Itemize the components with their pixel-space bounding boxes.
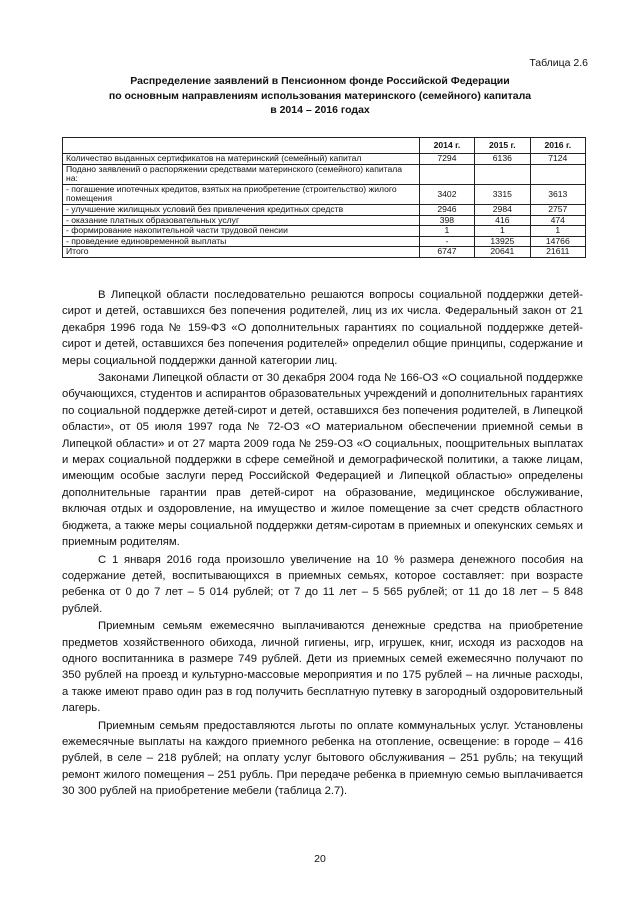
- table-cell: 2984: [475, 204, 530, 215]
- table-cell: 474: [530, 215, 585, 226]
- table-row: [63, 154, 586, 165]
- table-row: [63, 226, 586, 237]
- header-cell: 2016 г.: [530, 138, 585, 154]
- title-line-2: по основным направлениям использования материнского (семейного) капитала: [108, 89, 532, 102]
- paragraph: С 1 января 2016 года произошло увеличение на 10 % размера денежного пособия на содержание детей, воспитывающихся в приемных семьях, которое составляет: при возрасте ребенка от 0 до 7 лет – 5 014 рублей; от 7 до 11 лет – 5 565 рублей; от 11 до 18 лет – 5 848 рублей.: [62, 553, 583, 615]
- body-text: [62, 287, 583, 801]
- table-cell: 3315: [475, 184, 530, 204]
- table-cell: -: [419, 236, 474, 247]
- table-cell: 1: [475, 226, 530, 237]
- table-cell: 13925: [475, 236, 530, 247]
- table-cell: 1: [419, 226, 474, 237]
- statistics-table: [62, 137, 586, 258]
- title-line-3: в 2014 – 2016 годах: [270, 104, 370, 116]
- paragraph: В Липецкой области последовательно решаются вопросы социальной поддержки детей-сирот и детей, оставшихся без попечения родителей, лиц из их числа. Федеральный закон от 21 декабря 1996 года № 159-ФЗ «О дополнительных гарантиях по социальной поддержке детей-сирот и детей, оставшихся без попечения родителей» определил общие принципы, содержание и меры социальной поддержки данной категории лиц.: [62, 289, 583, 367]
- paragraph: Приемным семьям ежемесячно выплачиваются денежные средства на приобретение предметов хозяйственного обихода, личной гигиены, игр, игрушек, книг, исходя из расходов на одного воспитанника в размере 749 рублей. Дети из приемных семей ежемесячно получают по 350 рублей на проезд и культурно-массовые мероприятия и по 175 рублей – на личные расходы, а также имеют право один раз в год получить бесплатную путевку в загородный оздоровительный лагерь.: [62, 620, 583, 715]
- table-cell: 6747: [419, 247, 474, 258]
- table-cell: 14766: [530, 236, 585, 247]
- table-row: [63, 164, 586, 184]
- row-label: - формирование накопительной части трудовой пенсии: [63, 226, 420, 237]
- paragraph: Приемным семьям предоставляются льготы по оплате коммунальных услуг. Установлены ежемесячные выплаты на каждого приемного ребенка на отопление, освещение: в городе – 416 рублей, в селе – 218 рублей; на оплату услуг бытового обслуживания – 251 рубль; на текущий ремонт жилого помещения – 251 рубль. При передаче ребенка в приемную семью выплачивается 30 300 рублей на приобретение мебели (таблица 2.7).: [62, 719, 583, 798]
- header-cell: [63, 138, 420, 154]
- row-label: - оказание платных образовательных услуг: [63, 215, 420, 226]
- row-label: Итого: [63, 247, 420, 258]
- table-cell: 398: [419, 215, 474, 226]
- header-cell: 2015 г.: [475, 138, 530, 154]
- table-cell: 2757: [530, 204, 585, 215]
- row-label: - погашение ипотечных кредитов, взятых на приобретение (строительство) жилого помещения: [63, 184, 420, 204]
- row-label: Количество выданных сертификатов на материнский (семейный) капитал: [63, 154, 420, 165]
- paragraph: Законами Липецкой области от 30 декабря 2004 года № 166-ОЗ «О социальной поддержке обучающихся, студентов и аспирантов образовательных учреждений и дополнительных гарантиях по социальной поддержке детей-сирот и детей, оставшихся без попечения родителей, в Липецкой области», от 05 июля 1997 года № 72-ОЗ «О материальном обеспечении приемной семьи в Липецкой области» и от 27 марта 2009 года № 259-ОЗ «О социальных, поощрительных выплатах и мерах социальной поддержки в сфере семейной и демографической политики, а также лицам, имеющим особые заслуги перед Российской Федерацией и Липецкой областью» определены дополнительные гарантии прав детей-сирот на образование, медицинское обслуживание, включая отдых и оздоровление, на имущество и жилое помещение за счет средств областного бюджета, а также меры социальной поддержки детям-сиротам в приемных и опекунских семьях и приемным родителям.: [62, 372, 583, 549]
- table-cell: 6136: [475, 154, 530, 165]
- table-cell: 3402: [419, 184, 474, 204]
- table-cell: 1: [530, 226, 585, 237]
- row-label: - улучшение жилищных условий без привлечения кредитных средств: [63, 204, 420, 215]
- table-row: [63, 236, 586, 247]
- table-cell: 2946: [419, 204, 474, 215]
- row-label: - проведение единовременной выплаты: [63, 236, 420, 247]
- table-cell: [419, 164, 474, 184]
- table-cell: [475, 164, 530, 184]
- table-header-row: [63, 138, 586, 154]
- table-cell: 416: [475, 215, 530, 226]
- page-number: 20: [314, 853, 326, 865]
- table-row: [63, 204, 586, 215]
- table-row: [63, 215, 586, 226]
- table-cell: 21611: [530, 247, 585, 258]
- table-title: [60, 74, 580, 118]
- table-cell: 7124: [530, 154, 585, 165]
- title-line-1: Распределение заявлений в Пенсионном фонде Российской Федерации: [130, 75, 510, 87]
- header-cell: 2014 г.: [419, 138, 474, 154]
- table-cell: 3613: [530, 184, 585, 204]
- row-label: Подано заявлений о распоряжении средствами материнского (семейного) капитала на:: [63, 164, 420, 184]
- table-cell: 7294: [419, 154, 474, 165]
- table-cell: 20641: [475, 247, 530, 258]
- table-cell: [530, 164, 585, 184]
- table-number: Таблица 2.6: [529, 57, 588, 69]
- table-row-total: [63, 247, 586, 258]
- table-row: [63, 184, 586, 204]
